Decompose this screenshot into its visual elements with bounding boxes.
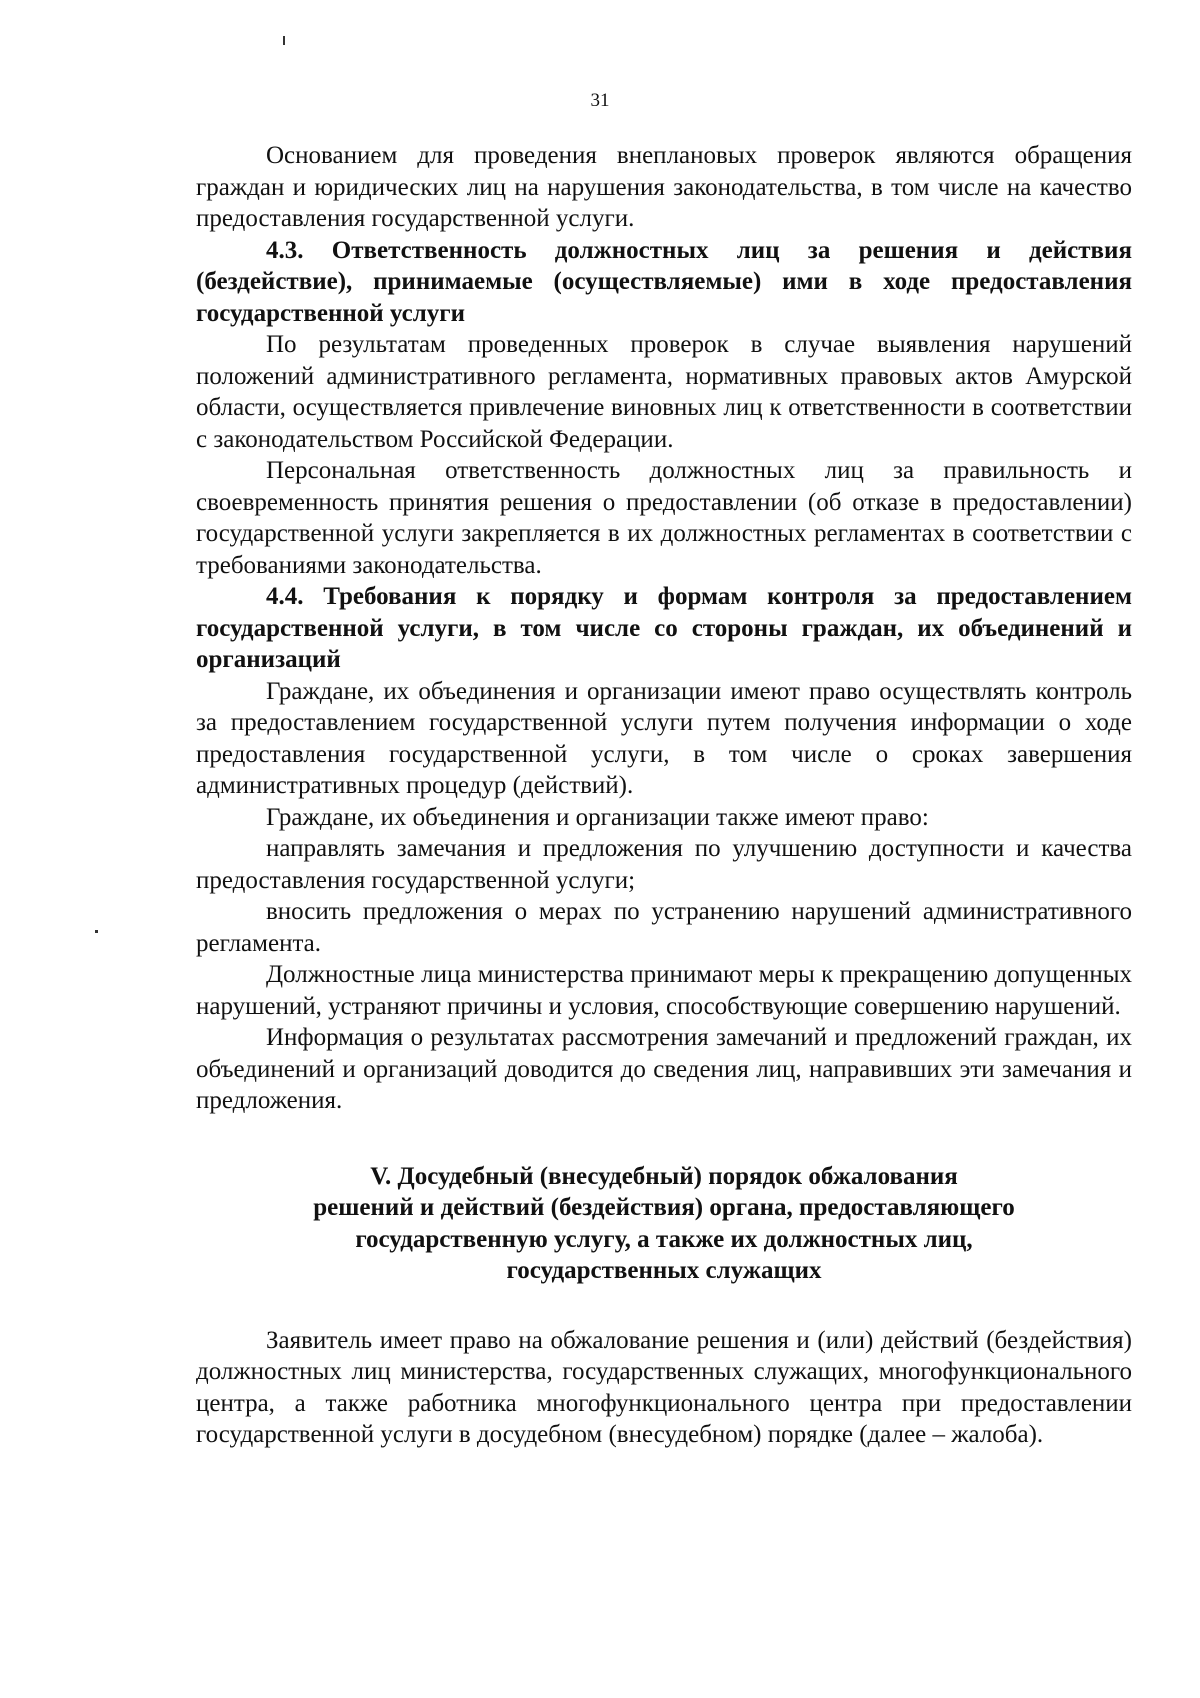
section-title-line: решений и действий (бездействия) органа, предоставляющего: [313, 1194, 1015, 1221]
subsection-heading-4-3: 4.3. Ответственность должностных лиц за решения и действия (бездействие), принимаемые (осуществляемые) ими в ходе предоставления государственной услуги: [196, 236, 1132, 327]
scan-mark: [95, 930, 98, 933]
section-title-line: государственную услугу, а также их должностных лиц,: [355, 1225, 973, 1253]
paragraph: Персональная ответственность должностных лиц за правильность и своевременность принятия решения о предоставлении (об отказе в предоставлении) государственной услуги закрепляется в их должностных регламентах в соответствии с требованиями законодательства.: [196, 457, 1132, 579]
list-item-paragraph: вносить предложения о мерах по устранению нарушений административного регламента.: [196, 898, 1132, 957]
paragraph: Основанием для проведения внеплановых проверок являются обращения граждан и юридических лиц на нарушения законодательства, в том числе на качество предоставления государственной услуги.: [196, 142, 1132, 232]
page-number: 31: [590, 90, 610, 111]
paragraph: Заявитель имеет право на обжалование решения и (или) действий (бездействия) должностных лиц министерства, государственных служащих, многофункционального центра, а также работника многофункционального центра при предоставлении государственной услуги в досудебном (внесудебном) порядке (далее – жалоба).: [196, 1326, 1132, 1448]
list-item-paragraph: направлять замечания и предложения по улучшению доступности и качества предоставления государственной услуги;: [196, 835, 1132, 894]
section-title-line: государственных служащих: [506, 1257, 822, 1284]
paragraph: Граждане, их объединения и организации имеют право осуществлять контроль за предоставлением государственной услуги путем получения информации о ходе предоставления государственной услуги, в том числе о сроках завершения административных процедур (действий).: [196, 677, 1132, 799]
section-title-line: V. Досудебный (внесудебный) порядок обжалования: [370, 1162, 958, 1190]
paragraph: По результатам проведенных проверок в случае выявления нарушений положений административного регламента, нормативных правовых актов Амурской области, осуществляется привлечение виновных лиц к ответственности в соответствии с законодательством Российской Федерации.: [196, 331, 1132, 453]
paragraph: Информация о результатах рассмотрения замечаний и предложений граждан, их объединений и организаций доводится до сведения лиц, направивших эти замечания и предложения.: [196, 1024, 1132, 1114]
paragraph: Должностные лица министерства принимают меры к прекращению допущенных нарушений, устраняют причины и условия, способствующие совершению нарушений.: [196, 961, 1132, 1020]
paragraph: Граждане, их объединения и организации также имеют право:: [266, 803, 929, 831]
section-v-title: [196, 1161, 1132, 1287]
document-body: [196, 140, 1132, 1451]
scan-mark: [283, 36, 285, 45]
subsection-heading-4-4: 4.4. Требования к порядку и формам контроля за предоставлением государственной услуги, в том числе со стороны граждан, их объединений и организаций: [196, 583, 1132, 673]
